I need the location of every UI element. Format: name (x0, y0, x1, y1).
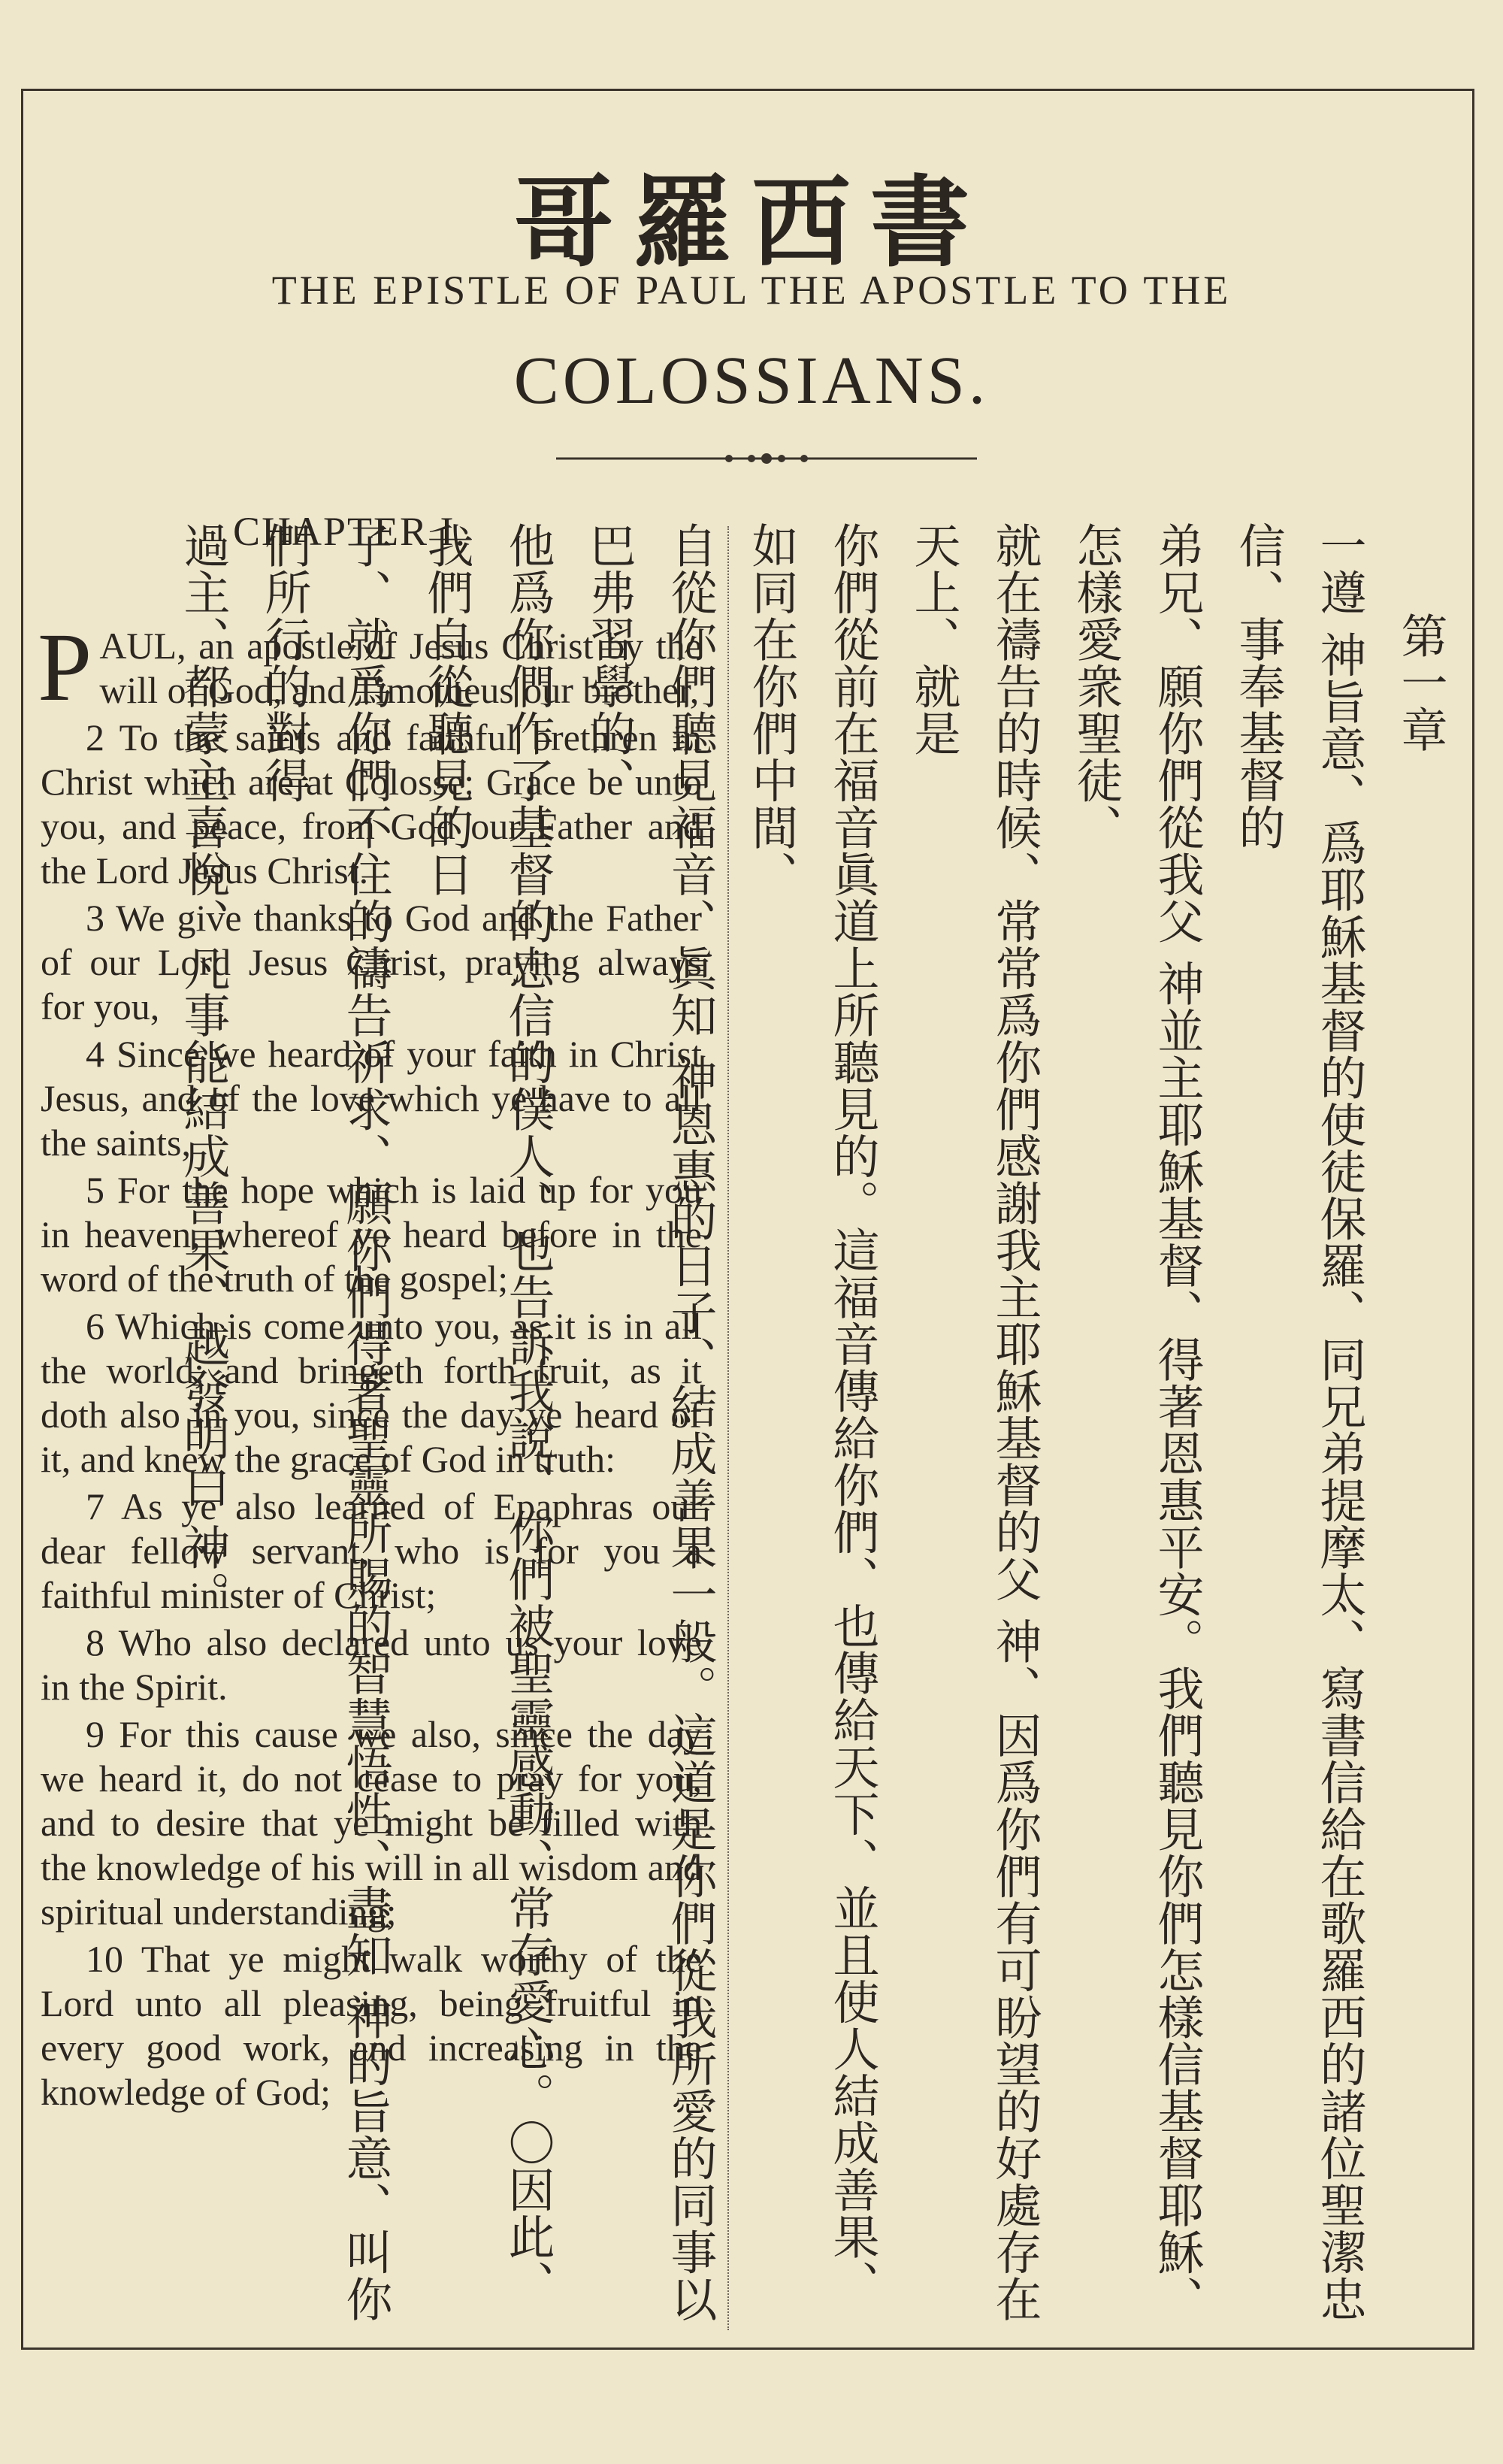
chinese-line: 子、就爲你們不住的禱告祈求、願你們得著聖靈所賜的智慧悟性、盡知 神的旨意、叫你們所行的對得 (257, 522, 393, 2323)
english-chapter-heading: CHAPTER I. (233, 509, 467, 554)
chinese-line: 弟兄、願你們從我父 神並主耶穌基督、得著恩惠平安。我們聽見你們怎樣信基督耶穌、怎樣愛衆聖徒、 (1069, 522, 1205, 2323)
drop-cap: P (38, 613, 92, 722)
chinese-line: 一遵 神旨意、爲耶穌基督的使徒保羅、同兄弟提摩太、寫書信給在歌羅西的諸位聖潔忠信、事奉基督的 (1231, 522, 1367, 2323)
verse-2: 2 To the saints and faithful brethren in Christ which are at Colosse: Grace be unto you, and peace, from God our Father and the Lord Jesus Christ. (41, 716, 702, 891)
english-title-line2: COLOSSIANS. (513, 344, 990, 418)
chinese-text-column (162, 522, 1461, 2348)
verse-4: 4 Since we heard of your faith in Christ Jesus, and of the love which ye have to all the saints, (41, 1033, 702, 1164)
verse-9: 9 For this cause we also, since the day we heard it, do not cease to pray for you, and to desire that ye might be filled with the knowledge of his will in all wisdom and spiritual understanding; (41, 1713, 702, 1933)
chinese-line: 自從你們聽見福音、眞知 神恩惠的日子、結成善果一般。這道是你們從我所愛的同事以巴弗習學的、 (582, 522, 718, 2323)
verse-7: 7 As ye also learned of Epaphras our dear fellow servant, who is for you a faithful minister of Christ; (41, 1485, 702, 1616)
chinese-line: 過主、都蒙主喜悅、凡事能結成善果、越發明白 神。 (176, 522, 231, 1618)
chinese-line: 你們從前在福音眞道上所聽見的。這福音傳給你們、也傳給天下、並且使人結成善果、如同在你們中間、 (744, 522, 880, 2307)
verse-3: 3 We give thanks to God and the Father of our Lord Jesus Christ, praying always for you, (41, 897, 702, 1028)
chinese-line: 他爲你們作了基督的忠信的僕人、也告訴我說、你們被聖靈感動、常存愛心。〇因此、我們自從聽見的日 (419, 522, 555, 2307)
verse-8: 8 Who also declared unto us your love in the Spirit. (41, 1621, 702, 1708)
verse-5: 5 For the hope which is laid up for you in heaven, whereof ye heard before in the word of the truth of the gospel; (41, 1169, 702, 1300)
chinese-line: 就在禱告的時候、常常爲你們感謝我主耶穌基督的父 神、因爲你們有可盼望的好處存在天上、就是 (906, 522, 1042, 2323)
chinese-chapter-heading: 第一章 (1393, 612, 1448, 753)
verse-10: 10 That ye might walk worthy of the Lord unto all pleasing, being fruitful in every good work, and increasing in the knowledge of God; (41, 1938, 702, 2113)
verse-6: 6 Which is come unto you, as it is in all the world; and bringeth forth fruit, as it doth also in you, since the day ye heard of it, and knew the grace of God in truth: (41, 1305, 702, 1480)
english-title-line1: THE EPISTLE OF PAUL THE APOSTLE TO THE (271, 268, 1232, 313)
chinese-title: 哥羅西書 (514, 165, 989, 281)
verse-1-text: AUL, an apostle of Jesus Christ by the will of God, and Timotheus our brother, (99, 625, 702, 711)
title-ornament (556, 451, 977, 466)
